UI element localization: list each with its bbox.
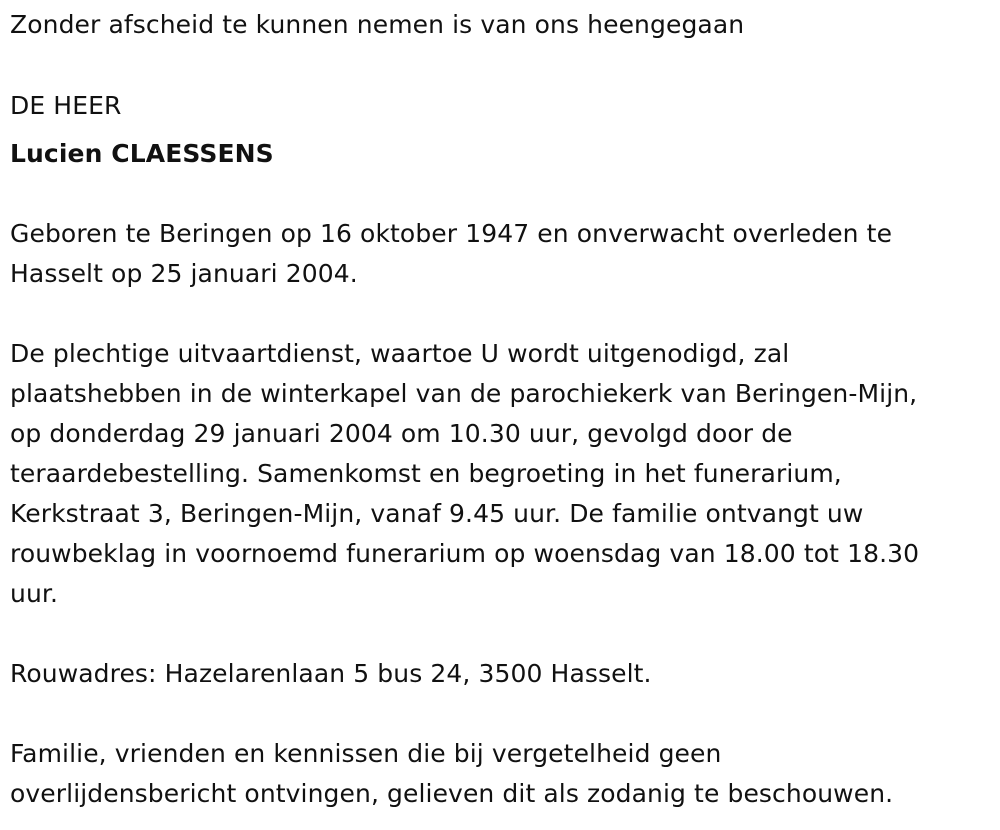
ceremony-line: uur. <box>10 579 59 608</box>
intro-text: Zonder afscheid te kunnen nemen is van ons heengegaan <box>10 10 745 39</box>
mourning-address: Rouwadres: Hazelarenlaan 5 bus 24, 3500 Hasselt. <box>10 659 652 688</box>
ceremony-line: plaatshebben in de winterkapel van de parochiekerk van Beringen-Mijn, <box>10 379 918 408</box>
ceremony-line: op donderdag 29 januari 2004 om 10.30 uur, gevolgd door de <box>10 419 793 448</box>
closing-line: Familie, vrienden en kennissen die bij vergetelheid geen <box>10 739 722 768</box>
closing-line: overlijdensbericht ontvingen, gelieven dit als zodanig te beschouwen. <box>10 779 894 808</box>
deceased-name: Lucien CLAESSENS <box>10 139 274 168</box>
ceremony-line: Kerkstraat 3, Beringen-Mijn, vanaf 9.45 uur. De familie ontvangt uw <box>10 499 864 528</box>
ceremony-line: teraardebestelling. Samenkomst en begroeting in het funerarium, <box>10 459 842 488</box>
honorific: DE HEER <box>10 91 122 120</box>
birth-death-line: Hasselt op 25 januari 2004. <box>10 259 358 288</box>
birth-death-line: Geboren te Beringen op 16 oktober 1947 en onverwacht overleden te <box>10 219 893 248</box>
ceremony-line: De plechtige uitvaartdienst, waartoe U wordt uitgenodigd, zal <box>10 339 790 368</box>
ceremony-line: rouwbeklag in voornoemd funerarium op woensdag van 18.00 tot 18.30 <box>10 539 920 568</box>
